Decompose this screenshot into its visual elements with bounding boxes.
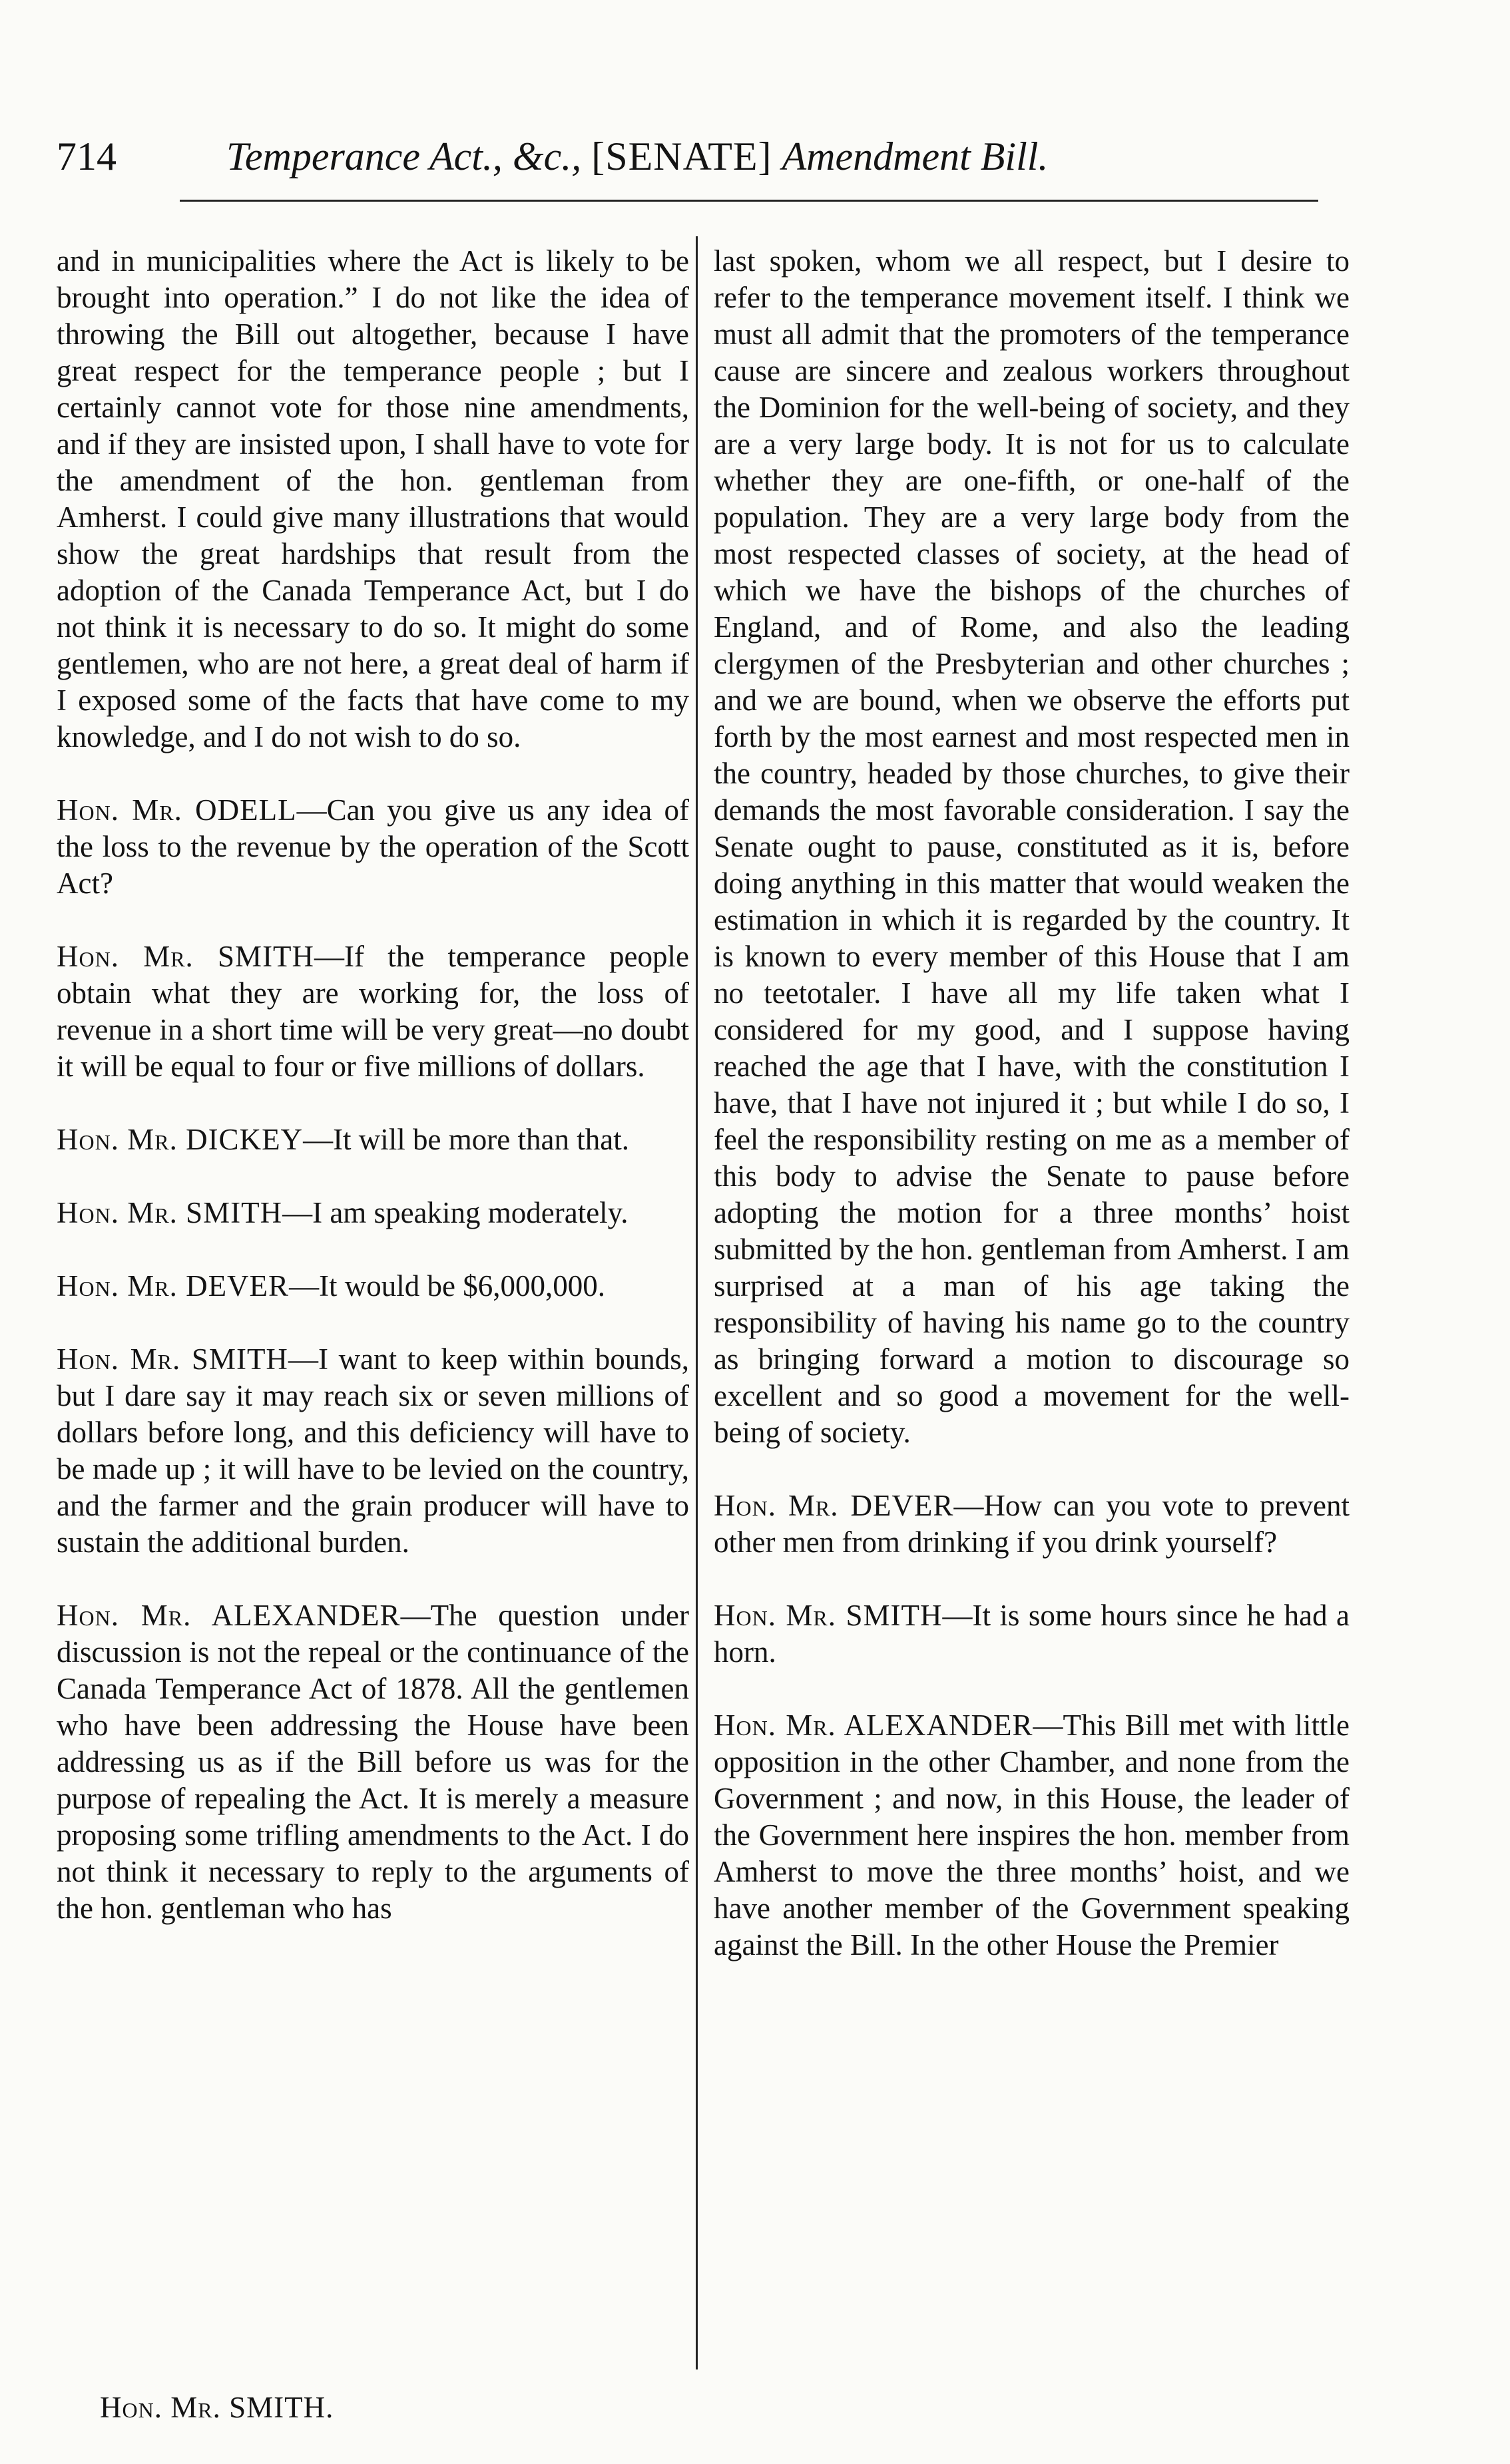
paragraph bbox=[57, 243, 689, 755]
speaker-name: Hon. Mr. DEVER bbox=[714, 1489, 954, 1522]
catchword: Hon. Mr. SMITH. bbox=[100, 2391, 334, 2424]
speech bbox=[714, 1707, 1350, 1963]
paragraph-text: last spoken, whom we all respect, but I desire to refer to the temperance movement itself. I think we must all admit that the promoters of the temperance cause are sincere and zealous workers throughout the Dominion for the well-being of society, and they are a very large body. It is not for us to calculate whether they are one-fifth, or one-half of the population. They are a very large body from the most respected classes of society, at the head of which we have the bishops of the churches of England, and of Rome, and also the leading clergymen of the Presbyterian and other churches ; and we are bound, when we observe the efforts put forth by the most earnest and most respected men in the country, headed by those churches, to give their demands the most favorable consideration. I say the Senate ought to pause, constituted as it is, before doing anything in this matter that would weaken the estimation in which it is regarded by the country. It is known to every member of this House that I am no teetotaler. I have all my life taken what I considered for my good, and I suppose having reached the age that I have, with the constitution I have, that I have not injured it ; but while I do so, I feel the responsibility resting on me as a member of this body to advise the Senate to pause before adopting the motion for a three months’ hoist submitted by the hon. gentleman from Amherst. I am surprised at a man of his age taking the responsibility of having his name go to the country as bringing forward a motion to discourage so excellent and so good a movement for the well-being of society. bbox=[714, 244, 1350, 1449]
header-rule bbox=[180, 200, 1318, 202]
speaker-name: Hon. Mr. ALEXANDER bbox=[57, 1599, 401, 1632]
speech-text: —I want to keep within bounds, but I dare say it may reach six or seven millions of dollars before long, and this deficiency will have to be made up ; it will have to be levied on the country, and the farmer and the grain producer will have to sustain the additional burden. bbox=[57, 1342, 689, 1559]
speech-text: —If the temperance people obtain what they are working for, the loss of revenue in a short time will be very great—no doubt it will be equal to four or five millions of dollars. bbox=[57, 940, 689, 1083]
speech bbox=[57, 1268, 689, 1305]
speaker-name: Hon. Mr. DEVER bbox=[57, 1269, 290, 1303]
header-title-right: Amendment Bill. bbox=[782, 134, 1049, 178]
speech-text: —I am speaking moderately. bbox=[282, 1196, 629, 1229]
paragraph-text: and in municipalities where the Act is likely to be brought into operation.” I do not like the idea of throwing the Bill out altogether, because I have great respect for the temperance people ; but I certainly cannot vote for those nine amendments, and if they are insisted upon, I shall have to vote for the amendment of the hon. gentleman from Amherst. I could give many illustrations that would show the great hardships that result from the adoption of the Canada Temperance Act, but I do not think it is necessary to do so. It might do some gentlemen, who are not here, a great deal of harm if I exposed some of the facts that have come to my knowledge, and I do not wish to do so. bbox=[57, 244, 689, 753]
speech-text: —Can you give us any idea of the loss to the revenue by the operation of the Scott Act? bbox=[57, 793, 690, 900]
page-number: 714 bbox=[57, 134, 117, 178]
speech bbox=[57, 792, 689, 902]
running-header bbox=[57, 133, 1322, 180]
paragraph bbox=[714, 243, 1350, 1451]
speech bbox=[57, 1122, 689, 1158]
speaker-name: Hon. Mr. SMITH bbox=[714, 1599, 943, 1632]
left-column bbox=[57, 243, 689, 1927]
speech bbox=[57, 938, 689, 1085]
speaker-name: Hon. Mr. SMITH bbox=[57, 940, 315, 973]
speaker-name: Hon. Mr. SMITH bbox=[57, 1342, 288, 1376]
speech-text: —It would be $6,000,000. bbox=[289, 1269, 606, 1303]
speech bbox=[57, 1195, 689, 1231]
speaker-name: Hon. Mr. ODELL bbox=[57, 793, 297, 827]
speech bbox=[57, 1597, 689, 1927]
speech bbox=[57, 1341, 689, 1561]
header-house: [SENATE] bbox=[591, 134, 772, 178]
speech-text: —How can you vote to prevent other men from drinking if you drink yourself? bbox=[714, 1489, 1350, 1559]
right-column bbox=[714, 243, 1350, 1963]
speech bbox=[714, 1488, 1350, 1561]
header-title-left: Temperance Act., &c., bbox=[226, 134, 582, 178]
speaker-name: Hon. Mr. ALEXANDER bbox=[714, 1709, 1033, 1742]
speech-text: —The question under discussion is not the repeal or the continuance of the Canada Temperance Act of 1878. All the gentlemen who have been addressing the House have been addressing us as if the Bill before us was for the purpose of repealing the Act. It is merely a measure proposing some trifling amendments to the Act. I do not think it necessary to reply to the arguments of the hon. gentleman who has bbox=[57, 1599, 689, 1925]
speaker-name: Hon. Mr. DICKEY bbox=[57, 1123, 304, 1156]
speech bbox=[714, 1597, 1350, 1671]
speech-text: —This Bill met with little opposition in the other Chamber, and none from the Government ; and now, in this House, the leader of the Government here inspires the hon. member from Amherst to move the three months’ hoist, and we have another member of the Government speaking against the Bill. In the other House the Premier bbox=[714, 1709, 1350, 1961]
speech-text: —It will be more than that. bbox=[303, 1123, 629, 1156]
column-divider bbox=[696, 236, 698, 2369]
speech-text: —It is some hours since he had a horn. bbox=[714, 1599, 1350, 1669]
speaker-name: Hon. Mr. SMITH bbox=[57, 1196, 283, 1229]
